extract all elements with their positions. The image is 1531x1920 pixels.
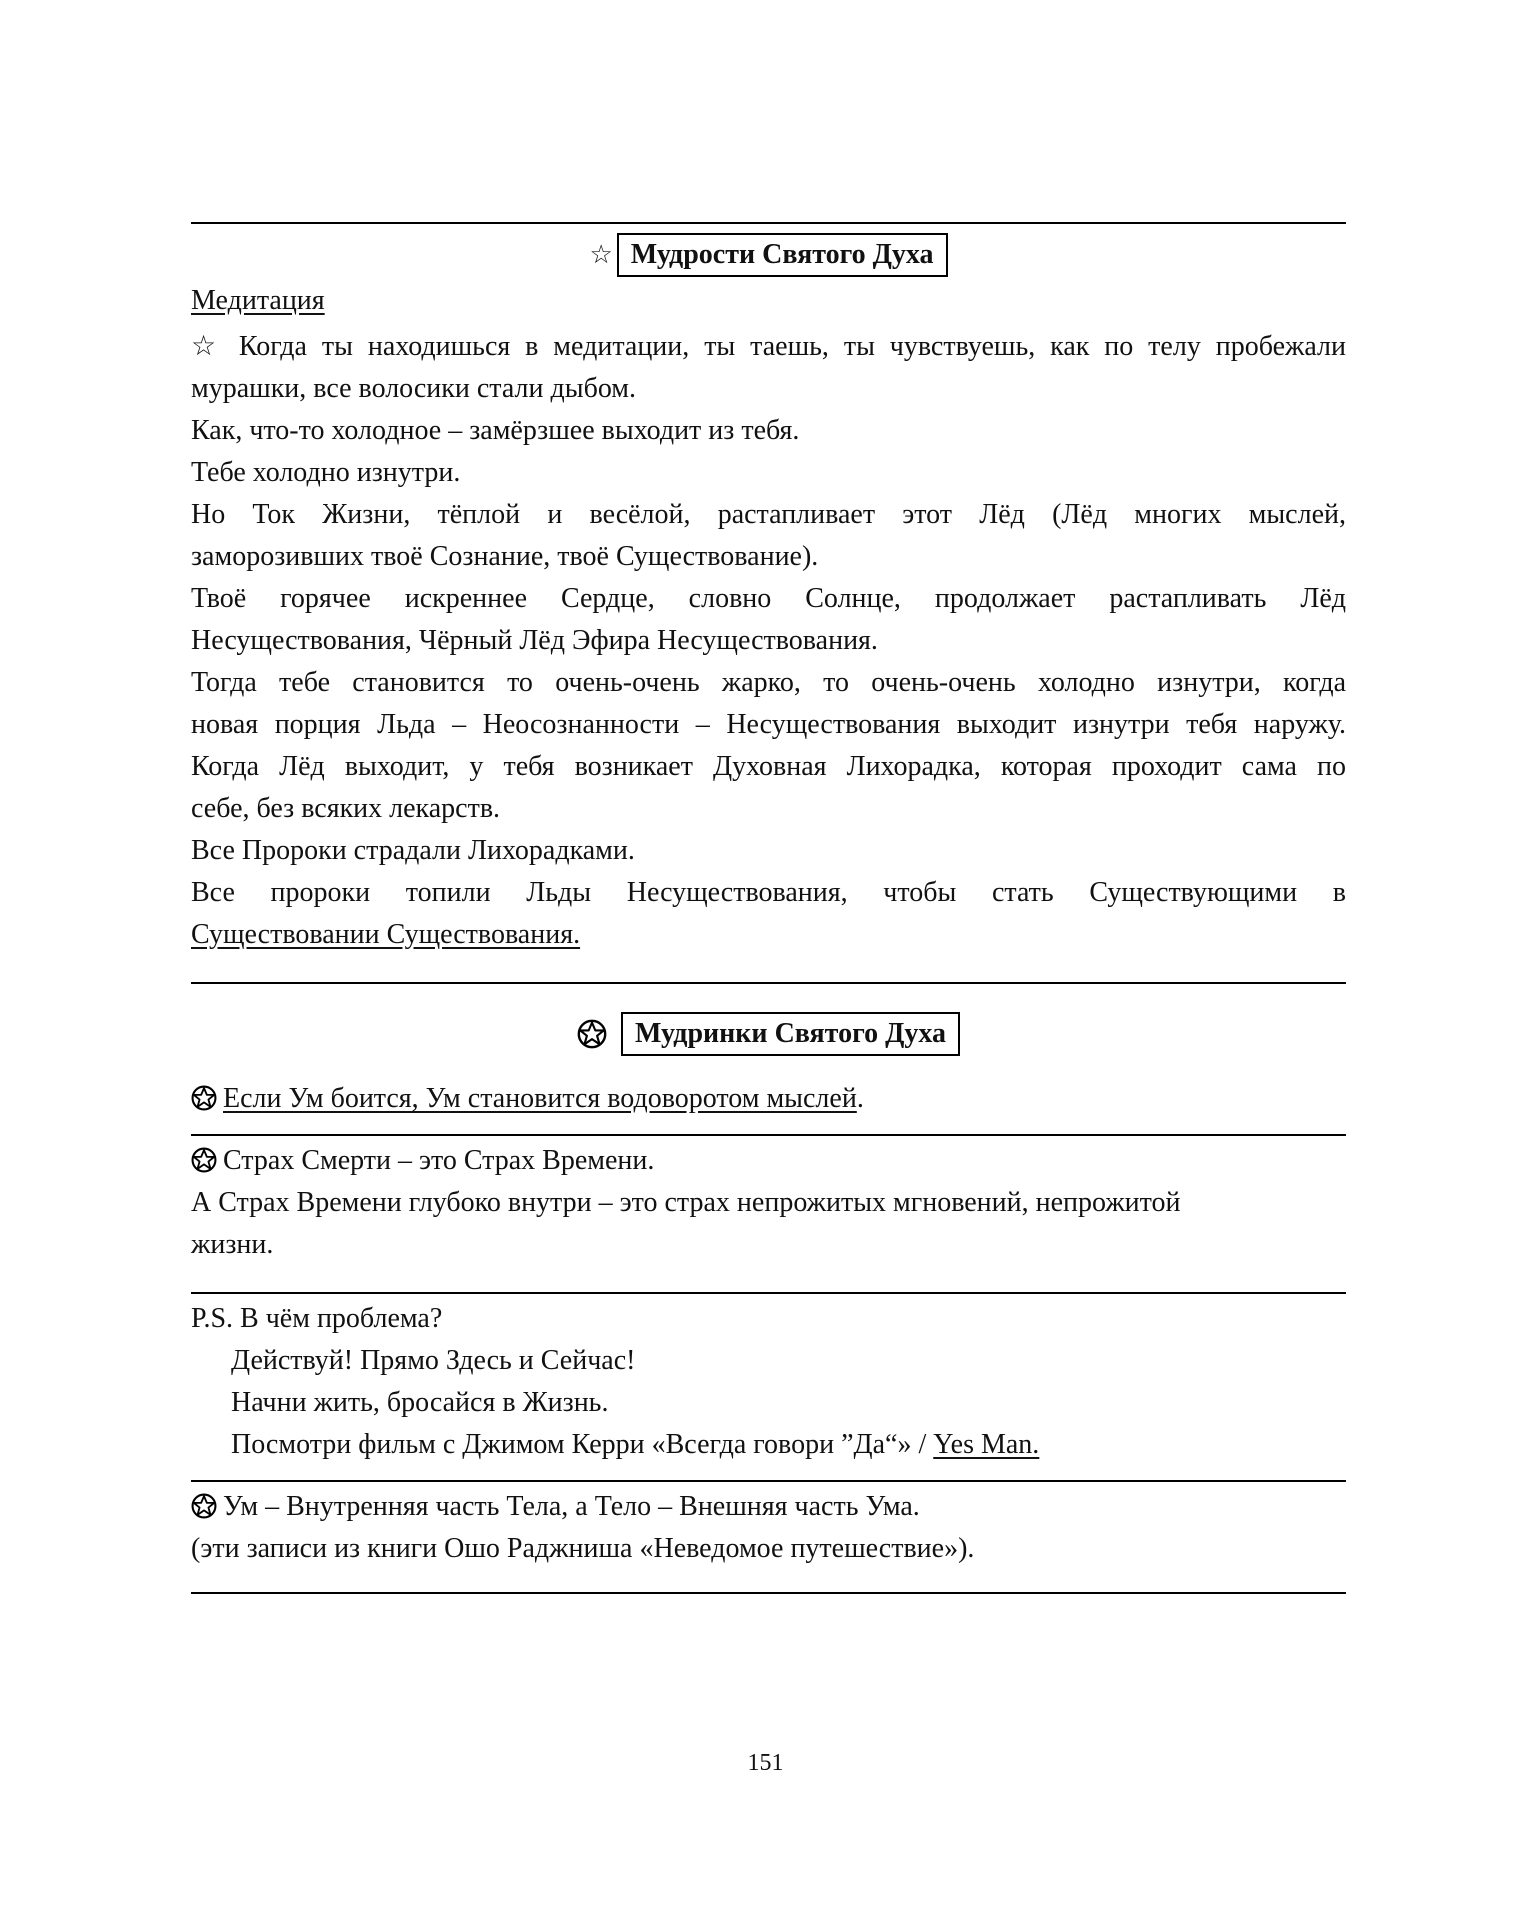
paragraph-line: Несуществования, Чёрный Лёд Эфира Несуществования. — [191, 624, 878, 656]
section2-heading — [191, 1010, 1346, 1057]
paragraph-line: Действуй! Прямо Здесь и Сейчас! — [231, 1345, 636, 1377]
section1-body — [191, 326, 1346, 956]
paragraph: Как, что-то холодное – замёрзшее выходит из тебя. — [191, 414, 800, 446]
underlined-phrase: Если Ум боится, Ум становится водоворотом мыслей — [223, 1083, 857, 1115]
pentagram-icon — [191, 1493, 217, 1519]
paragraph: Все Пророки страдали Лихорадками. — [191, 834, 635, 866]
paragraph-line: Но Ток Жизни, тёплой и весёлой, растапливает этот Лёд (Лёд многих мыслей, — [191, 498, 1346, 530]
paragraph-line: новая порция Льда – Неосознанности – Несуществования выходит изнутри тебя наружу. — [191, 708, 1346, 740]
section2-title: Мудринки Святого Духа — [621, 1012, 960, 1056]
pentagram-icon — [191, 1147, 217, 1173]
paragraph-line: ☆ Когда ты находишься в медитации, ты таешь, ты чувствуешь, как по телу пробежали — [191, 330, 1346, 362]
paragraph-line: Ум – Внутренняя часть Тела, а Тело – Внешняя часть Ума. — [223, 1491, 920, 1523]
wisdom-item — [191, 1078, 1346, 1120]
divider — [191, 222, 1346, 224]
paragraph-line: Посмотри фильм с Джимом Керри «Всегда говори ”Да“» / — [231, 1429, 934, 1461]
paragraph-line: мурашки, все волосики стали дыбом. — [191, 372, 637, 404]
pentagram-icon — [577, 1019, 607, 1049]
paragraph-line: (эти записи из книги Ошо Раджниша «Неведомое путешествие»). — [191, 1533, 975, 1565]
paragraph-line: P.S. В чём проблема? — [191, 1303, 443, 1335]
paragraph-line: Все пророки топили Льды Несуществования, чтобы стать Существующими в — [191, 876, 1346, 908]
divider — [191, 1480, 1346, 1482]
divider — [191, 1292, 1346, 1294]
wisdom-item — [191, 1486, 1346, 1570]
underlined-phrase: Существовании Существования. — [191, 918, 581, 950]
sentence-end: . — [856, 1083, 864, 1115]
paragraph-line: Начни жить, бросайся в Жизнь. — [231, 1387, 609, 1419]
paragraph-line: заморозивших твоё Сознание, твоё Существование). — [191, 540, 819, 572]
section1-title: Мудрости Святого Духа — [617, 233, 948, 277]
paragraph-line: Твоё горячее искреннее Сердце, словно Солнце, продолжает растапливать Лёд — [191, 582, 1346, 614]
paragraph-line: жизни. — [191, 1229, 274, 1261]
pentagram-icon — [191, 1085, 217, 1111]
section1-heading — [191, 230, 1346, 278]
paragraph-line: себе, без всяких лекарств. — [191, 792, 501, 824]
page-number: 151 — [747, 1750, 784, 1776]
postscript — [191, 1298, 1346, 1466]
movie-link[interactable]: Yes Man. — [933, 1429, 1040, 1461]
paragraph-line: Страх Смерти – это Страх Времени. — [223, 1145, 655, 1177]
paragraph-line: Когда Лёд выходит, у тебя возникает Духовная Лихорадка, которая проходит сама по — [191, 750, 1346, 782]
outline-star-icon: ☆ — [589, 239, 613, 269]
page-content — [191, 222, 1346, 1594]
divider — [191, 1134, 1346, 1136]
divider — [191, 982, 1346, 984]
wisdom-item — [191, 1140, 1346, 1266]
paragraph-line: А Страх Времени глубоко внутри – это страх непрожитых мгновений, непрожитой — [191, 1187, 1181, 1219]
divider — [191, 1592, 1346, 1594]
paragraph: Тебе холодно изнутри. — [191, 456, 461, 488]
section1-subtitle: Медитация — [191, 284, 325, 316]
paragraph-line: Тогда тебе становится то очень-очень жарко, то очень-очень холодно изнутри, когда — [191, 666, 1346, 698]
